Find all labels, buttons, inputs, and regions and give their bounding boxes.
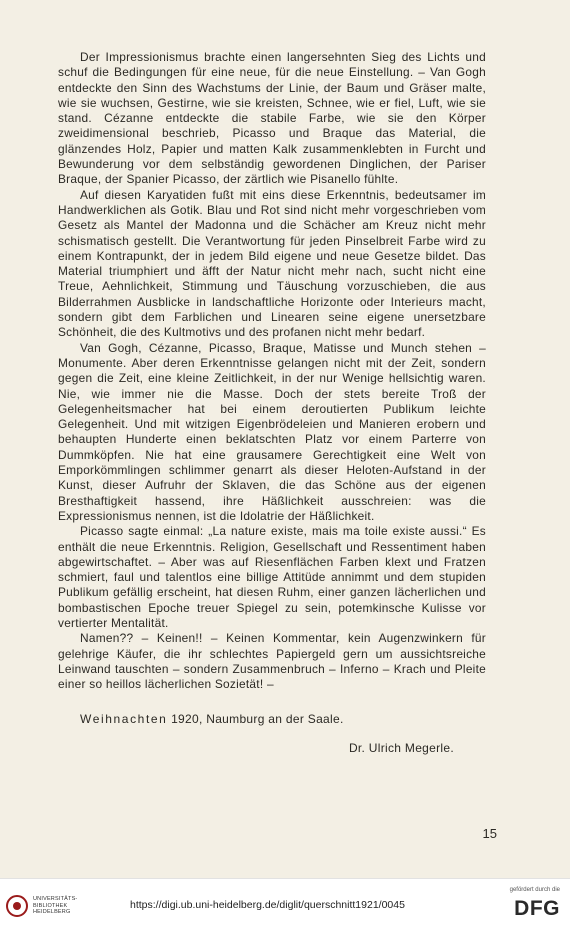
university-seal-icon [6,895,28,917]
funder-block[interactable] [510,887,560,921]
dateline-word: Weihnachten [80,712,168,726]
paragraph-4: Picasso sagte einmal: „La nature existe, mais ma toile existe aussi.“ Es enthält die neue Erkenntnis. Religion, Gesellschaft und Ressentiment haben abgewirtschaftet. – Aber was auf Riesenflächen Farben klext und Fratzen schmiert, faul und talentlos eine billige Attitüde annimmt und dem stupiden Publikum gefällig erscheint, hat diesen Ruhm, einer ganzen lächerlichen und bombastischen Epoche treuer Spiegel zu sein, potemkinsche Kulisse vor vertierter Mentalität. [58,524,486,630]
paragraph-3: Van Gogh, Cézanne, Picasso, Braque, Matisse und Munch stehen – Monumente. Aber deren Erkenntnisse gelangen nicht mit der Zeit, sondern gegen die Zeit, eine kleine Zeitlichkeit, in der nur Wenige hellsichtig waren. Nie, wie immer nie die Masse. Doch der stets bereite Troß der Gelegenheitsmacher hat bei einem deroutierten Publikum leichte Gelegenheit. Und mit witzigen Eigenbrödeleien und Manieren erobern und behaupten Hunderte einen beklatschten Platz vor einem Parterre von Dummköpfen. Nie hat eine grausamere Gerechtigkeit eine Welt von Emporkömmlingen schlimmer genarrt als dieser Heloten-Aufstand in der Kunst, dieser Aufruhr der Sklaven, die das Schöne aus der eigenen Bresthaftigkeit hassend, ihre Häßlichkeit ausschreien: was die Expressionismus nennen, ist die Idolatrie der Häßlichkeit. [58,340,486,523]
paragraph-5: Namen?? – Keinen!! – Keinen Kommentar, kein Augenzwinkern für gelehrige Käufer, die ihr schlechtes Papiergeld gern um aussichtsreiche Leinwand tauschten – sondern Zusammenbruch – Inferno – Krach und Pleite einer so heillos lächerlichen Sozietät! – [58,631,486,692]
paragraph-1: Der Impressionismus brachte einen langersehnten Sieg des Lichts und schuf die Bedingungen für eine neue, für die neue Einstellung. – Van Gogh entdeckte den Sinn des Wachstums der Linie, der Baum und Gräser malte, wie sie wuchsen, Gestirne, wie sie kreisten, Schnee, wie er fiel, Luft, wie sie stand. Cézanne entdeckte die stabile Farbe, wie sie den Körper zweidimensional beschrieb, Picasso und Braque das Material, die glänzendes Holz, Papier und matten Kalk zusammenklebten in Furcht und Bewunderung vor dem selbständig gewordenen Dinglichen, der Pariser Braque, der Spanier Picasso, der zärtlich wie Pisanello fühlte. [58,50,486,187]
author-signature: Dr. Ulrich Megerle. [348,741,454,755]
dfg-logo: DFG [514,897,560,920]
funded-by-label: gefördert durch die [509,887,560,893]
library-name-line-3: HEIDELBERG [33,909,71,916]
dateline-rest: 1920, Naumburg an der Saale. [171,712,344,726]
library-logo[interactable] [6,895,77,917]
library-name-line-1: UNIVERSITÄTS- [33,896,78,903]
article-body [58,50,486,692]
library-name [33,896,77,916]
dateline [80,712,344,726]
library-name-line-2: BIBLIOTHEK [33,902,68,909]
page-number: 15 [482,826,497,841]
viewer-footer [0,878,570,934]
permalink-url[interactable]: https://digi.ub.uni-heidelberg.de/diglit/querschnitt1921/0045 [130,899,405,911]
paragraph-2: Auf diesen Karyatiden fußt mit eins diese Erkenntnis, bedeutsamer im Handwerklichen als Gotik. Blau und Rot sind nicht mehr vorgeschrieben vom Gesetz als Mantel der Madonna und die Schächer am Kreuz nicht mehr schismatisch gestellt. Die Verantwortung für jeden Pinselbreit Farbe wird zu einem Kontrapunkt, der in jedem Bild eigene und neue Gesetze bildet. Das Material triumphiert und äfft der Natur nicht mehr nach, sucht nicht eine Treue, Aehnlichkeit, Stimmung und Täuschung vorzuschieben, die aus Bilderrahmen Ausblicke in landschaftliche Horizonte oder Interieurs macht, sondern gibt dem Farblichen und Linearen seine eigene unersetzbare Schönheit, die des Kultmotivs und des profanen nicht mehr bedarf. [58,187,486,340]
